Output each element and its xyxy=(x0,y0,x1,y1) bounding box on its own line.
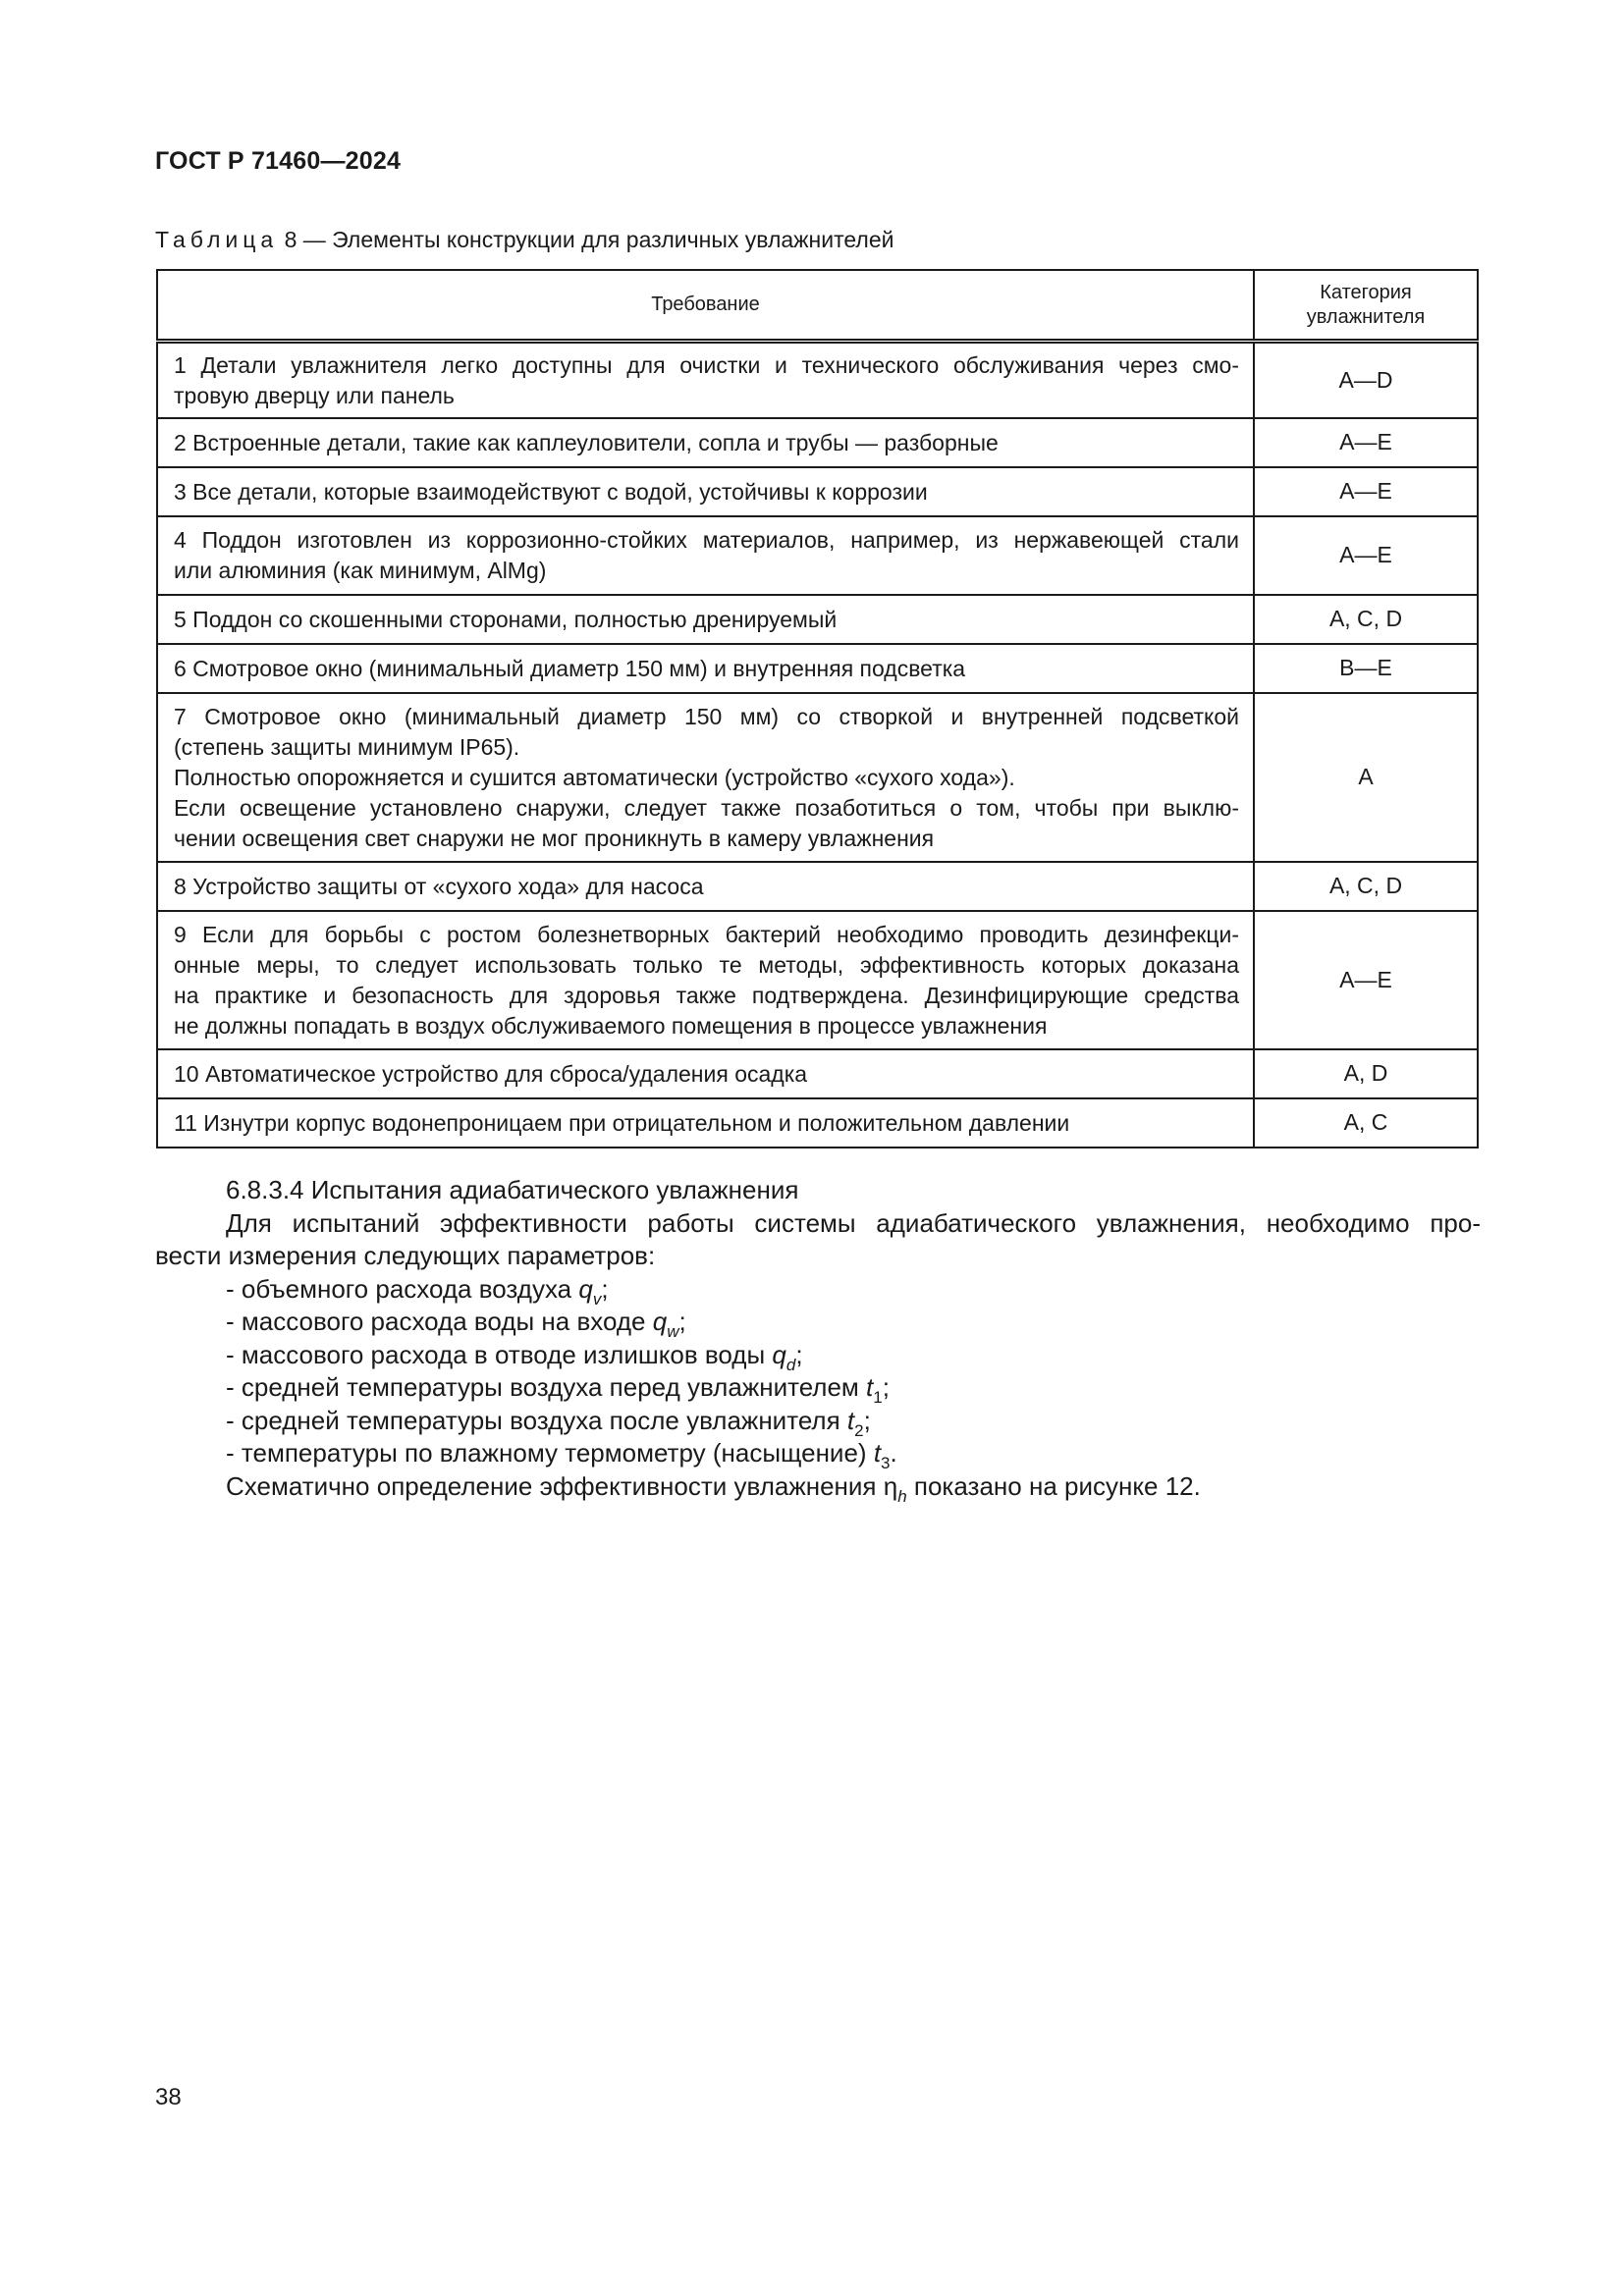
table-row xyxy=(157,862,1478,911)
parameter-subscript: 3 xyxy=(881,1454,891,1472)
efficiency-subscript: h xyxy=(897,1486,907,1506)
requirement-line: 8 Устройство защиты от «сухого хода» для насоса xyxy=(174,873,704,899)
parameter-item xyxy=(155,1273,1481,1307)
parameter-end: ; xyxy=(795,1339,803,1369)
requirement-cell xyxy=(157,418,1254,467)
requirement-line: не должны попадать в воздух обслуживаемого помещения в процессе увлажнения xyxy=(174,1012,1048,1039)
parameter-text: - массового расхода воды на входе xyxy=(226,1307,653,1336)
column-header-category xyxy=(1254,270,1478,342)
parameter-item xyxy=(155,1437,1481,1470)
parameter-symbol: t xyxy=(866,1372,874,1402)
section-closing xyxy=(155,1470,1481,1504)
requirement-cell xyxy=(157,911,1254,1049)
table-row xyxy=(157,342,1478,418)
requirement-cell xyxy=(157,693,1254,862)
parameter-subscript: v xyxy=(592,1289,602,1308)
column-header-category-line2: увлажнителя xyxy=(1306,305,1426,328)
parameter-subscript: w xyxy=(667,1322,679,1341)
parameter-item xyxy=(155,1306,1481,1339)
category-cell: A—E xyxy=(1254,467,1478,516)
parameter-end: ; xyxy=(863,1405,871,1435)
section-heading: 6.8.3.4 Испытания адиабатического увлажнения xyxy=(226,1175,799,1204)
requirement-line: 11 Изнутри корпус водонепроницаем при отрицательном и положительном давлении xyxy=(174,1109,1070,1136)
parameter-symbol: q xyxy=(652,1307,668,1336)
closing-text: Схематично определение эффективности увлажнения xyxy=(226,1470,884,1501)
parameter-text: - объемного расхода воздуха xyxy=(226,1273,579,1304)
requirement-line: (степень защиты минимум IP65). xyxy=(174,733,520,760)
requirement-line: тровую дверцу или панель xyxy=(174,382,455,408)
requirement-line: онные меры, то следует использовать только те методы, эффективность которых доказана xyxy=(174,951,1239,978)
requirement-line: Если освещение установлено снаружи, следует также позаботиться о том, чтобы при выклю- xyxy=(174,794,1239,821)
column-header-requirement: Требование xyxy=(157,270,1254,342)
requirement-line: 2 Встроенные детали, такие как каплеуловители, сопла и трубы — разборные xyxy=(174,429,999,455)
parameter-symbol: t xyxy=(873,1438,882,1468)
parameter-text: - температуры по влажному термометру (насыщение) xyxy=(226,1438,874,1468)
category-cell: A—E xyxy=(1254,418,1478,467)
requirement-cell xyxy=(157,467,1254,516)
requirement-cell xyxy=(157,1098,1254,1148)
category-cell: A, D xyxy=(1254,1049,1478,1098)
table-row xyxy=(157,1049,1478,1098)
efficiency-symbol: η xyxy=(883,1470,898,1501)
parameter-symbol: q xyxy=(578,1273,593,1304)
requirement-line: чении освещения свет снаружи не мог проникнуть в камеру увлажнения xyxy=(174,825,935,851)
parameter-text: - средней температуры воздуха перед увлажнителем xyxy=(226,1372,867,1402)
table-caption-label: Таблица xyxy=(155,227,279,252)
table-row xyxy=(157,418,1478,467)
requirement-line: 5 Поддон со скошенными сторонами, полностью дренируемый xyxy=(174,606,838,632)
category-cell: A, C xyxy=(1254,1098,1478,1148)
parameter-subscript: 1 xyxy=(873,1388,883,1407)
section-intro-line: Для испытаний эффективности работы системы адиабатического увлажнения, необходимо про- xyxy=(226,1207,1481,1238)
table-row xyxy=(157,595,1478,644)
requirement-line: на практике и безопасность для здоровья также подтверждена. Дезинфицирующие средства xyxy=(174,982,1239,1008)
parameter-text: - массового расхода в отводе излишков воды xyxy=(226,1339,773,1369)
table-row xyxy=(157,911,1478,1049)
parameter-text: - средней температуры воздуха после увлажнителя xyxy=(226,1405,847,1435)
table-row xyxy=(157,1098,1478,1148)
section-6-8-3-4 xyxy=(155,1174,1481,1506)
category-cell: B—E xyxy=(1254,644,1478,693)
parameter-subscript: 2 xyxy=(854,1420,864,1440)
parameter-symbol: q xyxy=(772,1339,786,1369)
parameter-end: ; xyxy=(882,1372,890,1402)
requirement-line: 7 Смотровое окно (минимальный диаметр 150 мм) со створкой и внутренней подсветкой xyxy=(174,703,1239,729)
requirement-cell xyxy=(157,644,1254,693)
requirement-cell xyxy=(157,862,1254,911)
table-row xyxy=(157,693,1478,862)
requirement-line: или алюминия (как минимум, AlMg) xyxy=(174,558,547,583)
table-row xyxy=(157,516,1478,595)
table-header-row xyxy=(157,270,1478,342)
requirement-line: 3 Все детали, которые взаимодействуют с водой, устойчивы к коррозии xyxy=(174,478,928,505)
category-cell: A, C, D xyxy=(1254,595,1478,644)
requirement-cell xyxy=(157,516,1254,595)
requirements-table xyxy=(156,269,1479,1148)
table-row xyxy=(157,644,1478,693)
closing-text-end: показано на рисунке 12. xyxy=(906,1470,1201,1501)
category-cell: A—E xyxy=(1254,516,1478,595)
requirement-cell xyxy=(157,1049,1254,1098)
parameter-item xyxy=(155,1371,1481,1405)
requirement-line: Полностью опорожняется и сушится автоматически (устройство «сухого хода»). xyxy=(174,764,1015,790)
parameter-symbol: t xyxy=(846,1405,855,1435)
parameter-subscript: d xyxy=(785,1355,796,1374)
requirement-line: 1 Детали увлажнителя легко доступны для очистки и технического обслуживания через смо- xyxy=(174,351,1239,378)
category-cell: A, C, D xyxy=(1254,862,1478,911)
parameter-item xyxy=(155,1405,1481,1438)
parameter-item xyxy=(155,1339,1481,1372)
parameter-end: ; xyxy=(678,1307,686,1336)
requirement-line: 10 Автоматическое устройство для сброса/удаления осадка xyxy=(174,1060,808,1087)
requirement-line: 4 Поддон изготовлен из коррозионно-стойких материалов, например, из нержавеющей стали xyxy=(174,527,1239,553)
requirement-cell xyxy=(157,595,1254,644)
table-caption-text: 8 — Элементы конструкции для различных увлажнителей xyxy=(284,227,894,252)
category-cell: A xyxy=(1254,693,1478,862)
category-cell: A—E xyxy=(1254,911,1478,1049)
parameter-end: ; xyxy=(601,1273,609,1304)
table-caption xyxy=(155,227,893,253)
page-number: 38 xyxy=(155,2084,182,2110)
requirement-cell xyxy=(157,342,1254,418)
parameter-end: . xyxy=(890,1438,897,1468)
category-cell: A—D xyxy=(1254,342,1478,418)
requirement-line: 9 Если для борьбы с ростом болезнетворных бактерий необходимо проводить дезинфекци- xyxy=(174,921,1239,947)
requirement-line: 6 Смотровое окно (минимальный диаметр 150 мм) и внутренняя подсветка xyxy=(174,655,966,681)
table-row xyxy=(157,467,1478,516)
document-code: ГОСТ Р 71460—2024 xyxy=(155,147,402,175)
section-intro-line: вести измерения следующих параметров: xyxy=(155,1241,656,1270)
column-header-category-line1: Категория xyxy=(1320,281,1412,303)
